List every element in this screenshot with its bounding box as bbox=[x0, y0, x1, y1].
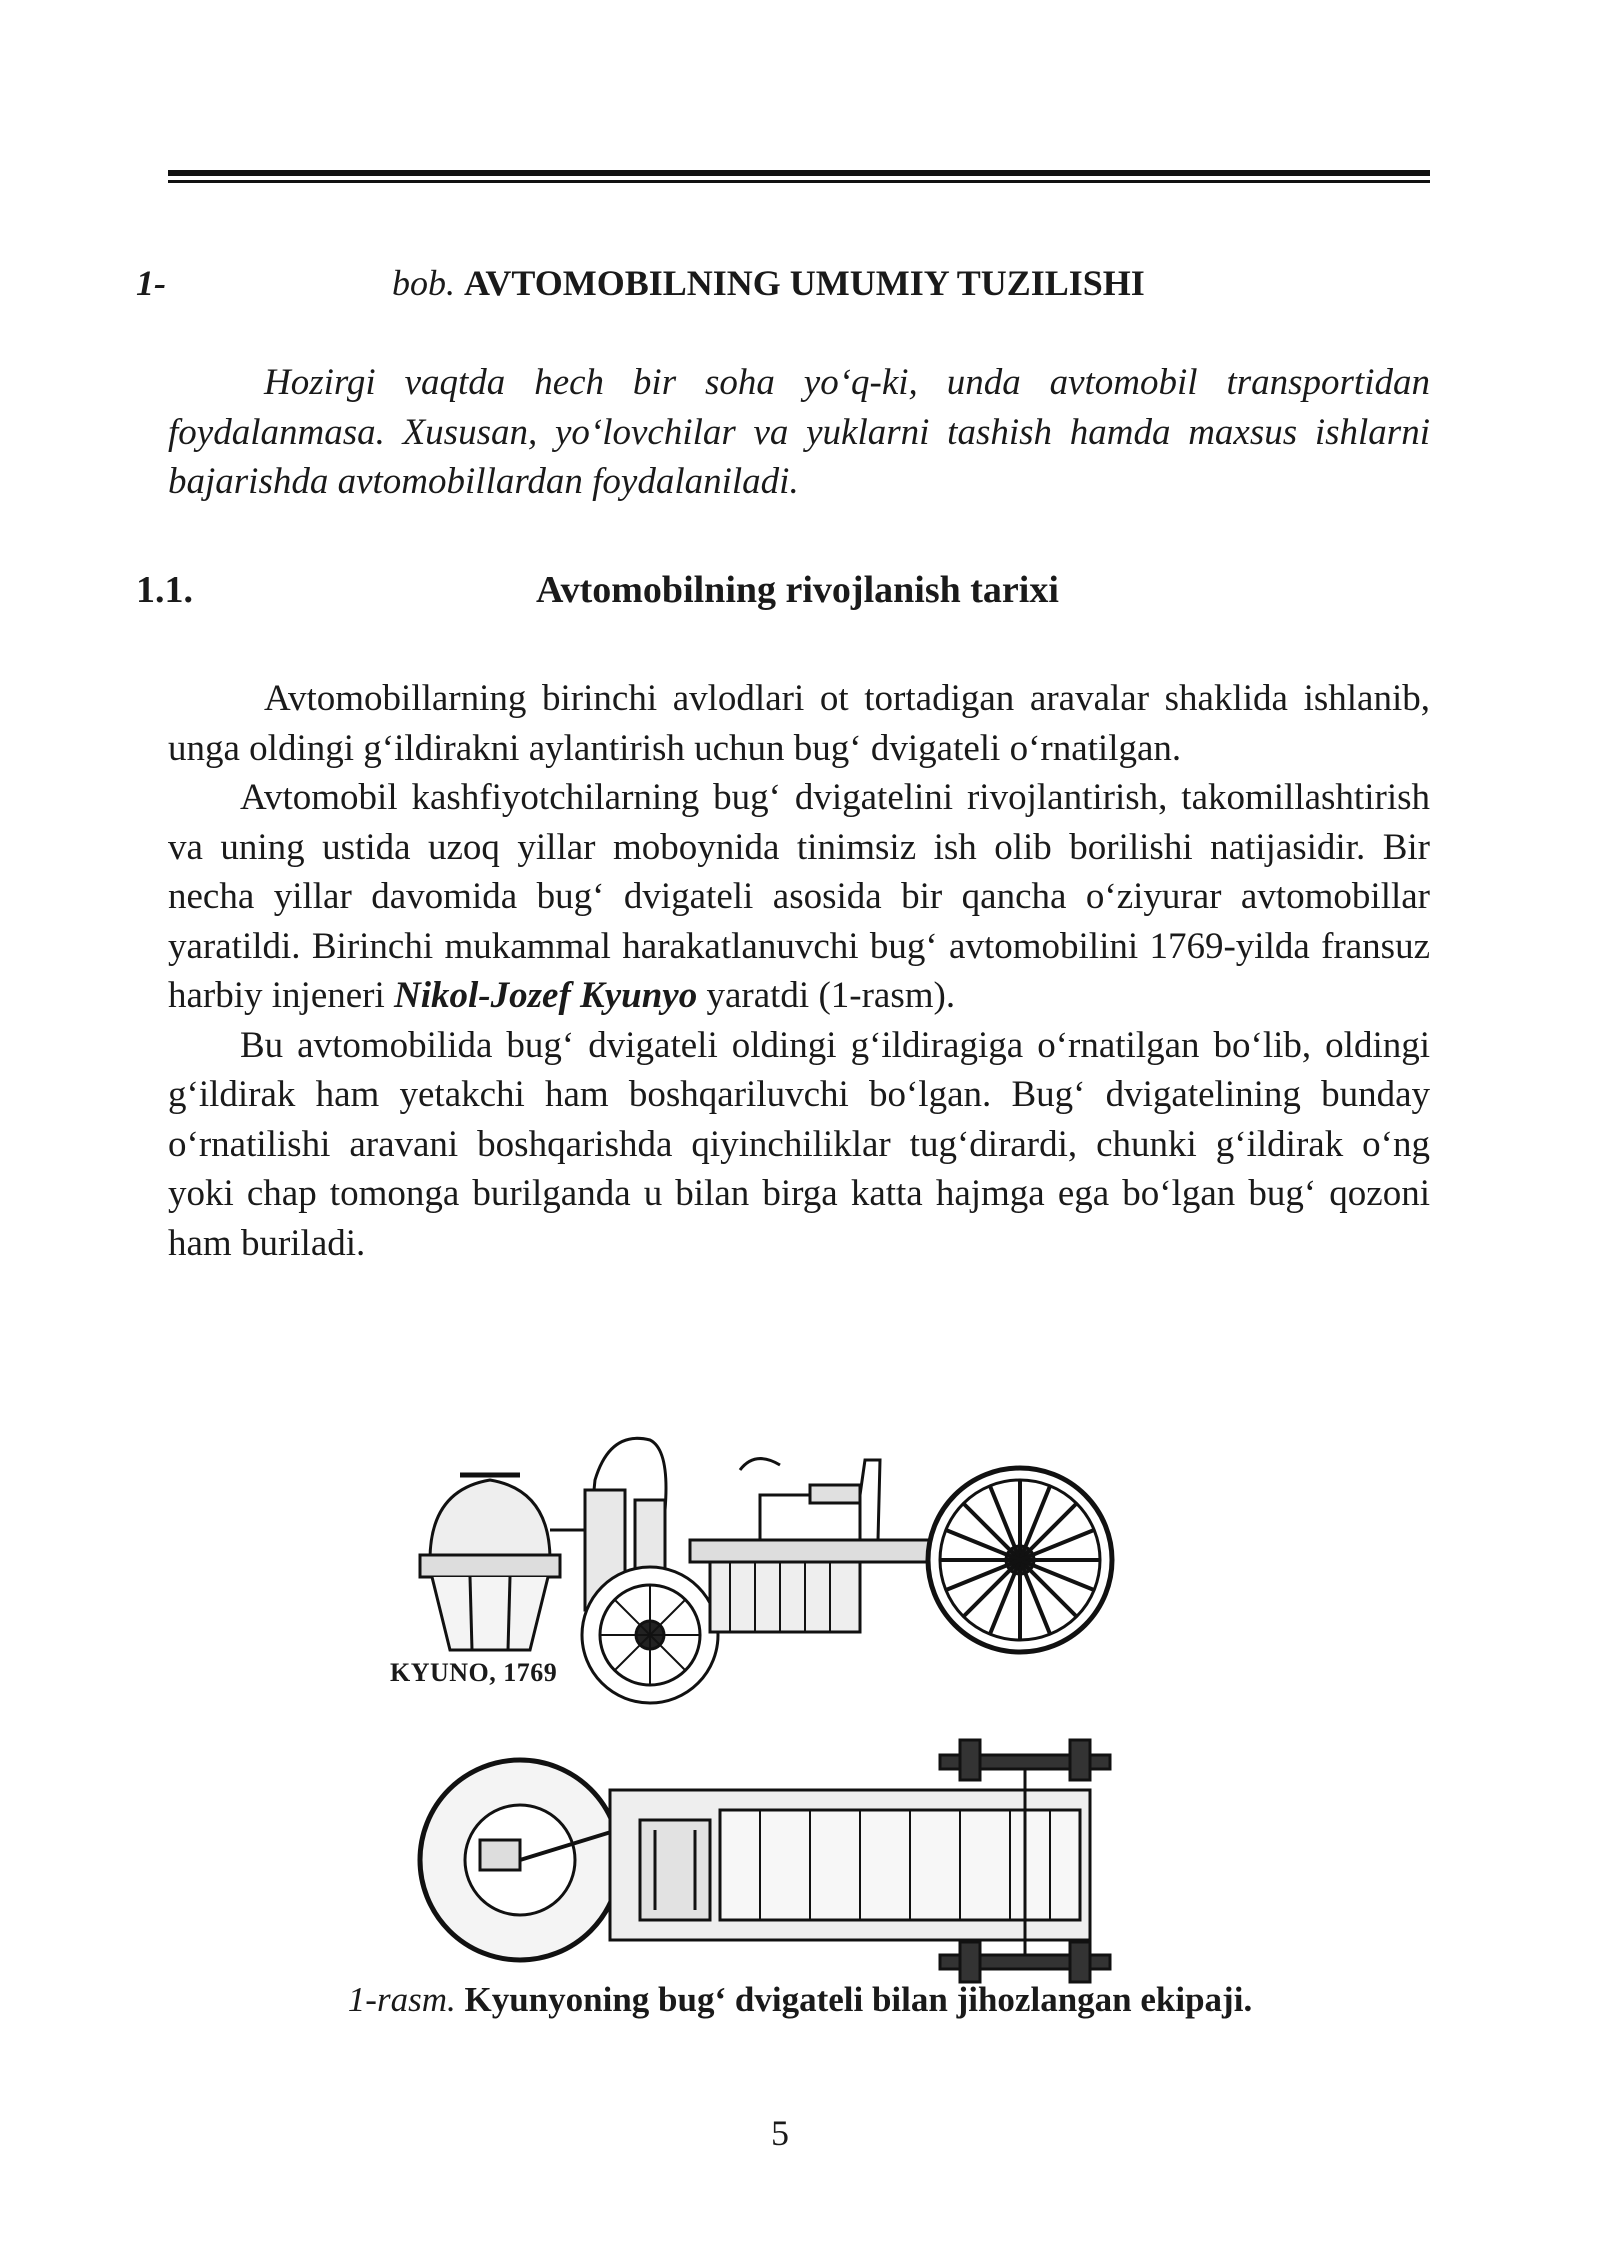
intro-text: Hozirgi vaqtda hech bir soha yo‘q-ki, unda avtomobil transportidan foydalanmasa. Xususan, yo‘lovchilar va yuklarni tashish hamda maxsus ishlarni bajarishda avtomobillardan foydalaniladi. bbox=[168, 362, 1430, 502]
chapter-title bbox=[392, 262, 1145, 304]
chapter-title-text: AVTOMOBILNING UMUMIY TUZILISHI bbox=[464, 263, 1145, 303]
cugnot-steam-carriage-illustration bbox=[410, 1420, 1170, 2020]
paragraph-3: Bu avtomobilida bug‘ dvigateli oldingi g‘ildiragiga o‘rnatilgan bo‘lib, oldingi g‘ildirak ham yetakchi ham boshqariluvchi bo‘lgan. Bug‘ dvigatelining bunday o‘rnatilishi aravani boshqarishda qiyinchiliklar tug‘dirardi, chunki g‘ildirak o‘ng yoki chap tomonga burilganda u bilan birga katta hajmga ega bo‘lgan bug‘ qozoni ham buriladi. bbox=[168, 1024, 1430, 1264]
caption-text: Kyunyoning bug‘ dvigateli bilan jihozlangan ekipaji. bbox=[464, 1980, 1253, 2019]
section-heading bbox=[136, 568, 1436, 620]
paragraph-2 bbox=[168, 773, 1430, 1021]
body-text bbox=[168, 674, 1430, 1268]
paragraph-1: Avtomobillarning birinchi avlodlari ot tortadigan aravalar shaklida ishlanib, unga oldingi g‘ildirakni aylantirish uchun bug‘ dvigateli o‘rnatilgan. bbox=[168, 678, 1430, 769]
header-rule-thick bbox=[168, 170, 1430, 176]
section-number: 1.1. bbox=[136, 569, 193, 611]
chapter-heading bbox=[136, 262, 1436, 312]
header-rule-thin bbox=[168, 180, 1430, 183]
inventor-name: Nikol-Jozef Kyunyo bbox=[394, 975, 698, 1016]
section-title: Avtomobilning rivojlanish tarixi bbox=[536, 569, 1059, 611]
figure-caption bbox=[300, 1975, 1300, 2025]
page-number: 5 bbox=[771, 2113, 789, 2153]
figure-label: KYUNO, 1769 bbox=[390, 1658, 558, 1687]
intro-paragraph bbox=[168, 358, 1430, 507]
paragraph-2-text: Avtomobil kashfiyotchilarning bug‘ dvigatelini rivojlantirish, takomillashtirish va uning ustida uzoq yillar moboynida tinimsiz ish olib borilishi natijasidir. Bir necha yillar davomida bug‘ dvigateli asosida bir qancha o‘ziyurar avtomobillar yaratildi. Birinchi mukammal harakatlanuvchi bug‘ avtomobilini 1769-yilda fransuz harbiy injeneri bbox=[168, 777, 1430, 1016]
chapter-number: 1- bbox=[136, 263, 166, 303]
paragraph-2-end: yaratdi (1-rasm). bbox=[697, 975, 956, 1016]
caption-number: 1-rasm. bbox=[347, 1980, 456, 2019]
chapter-prefix: bob. bbox=[392, 263, 455, 303]
